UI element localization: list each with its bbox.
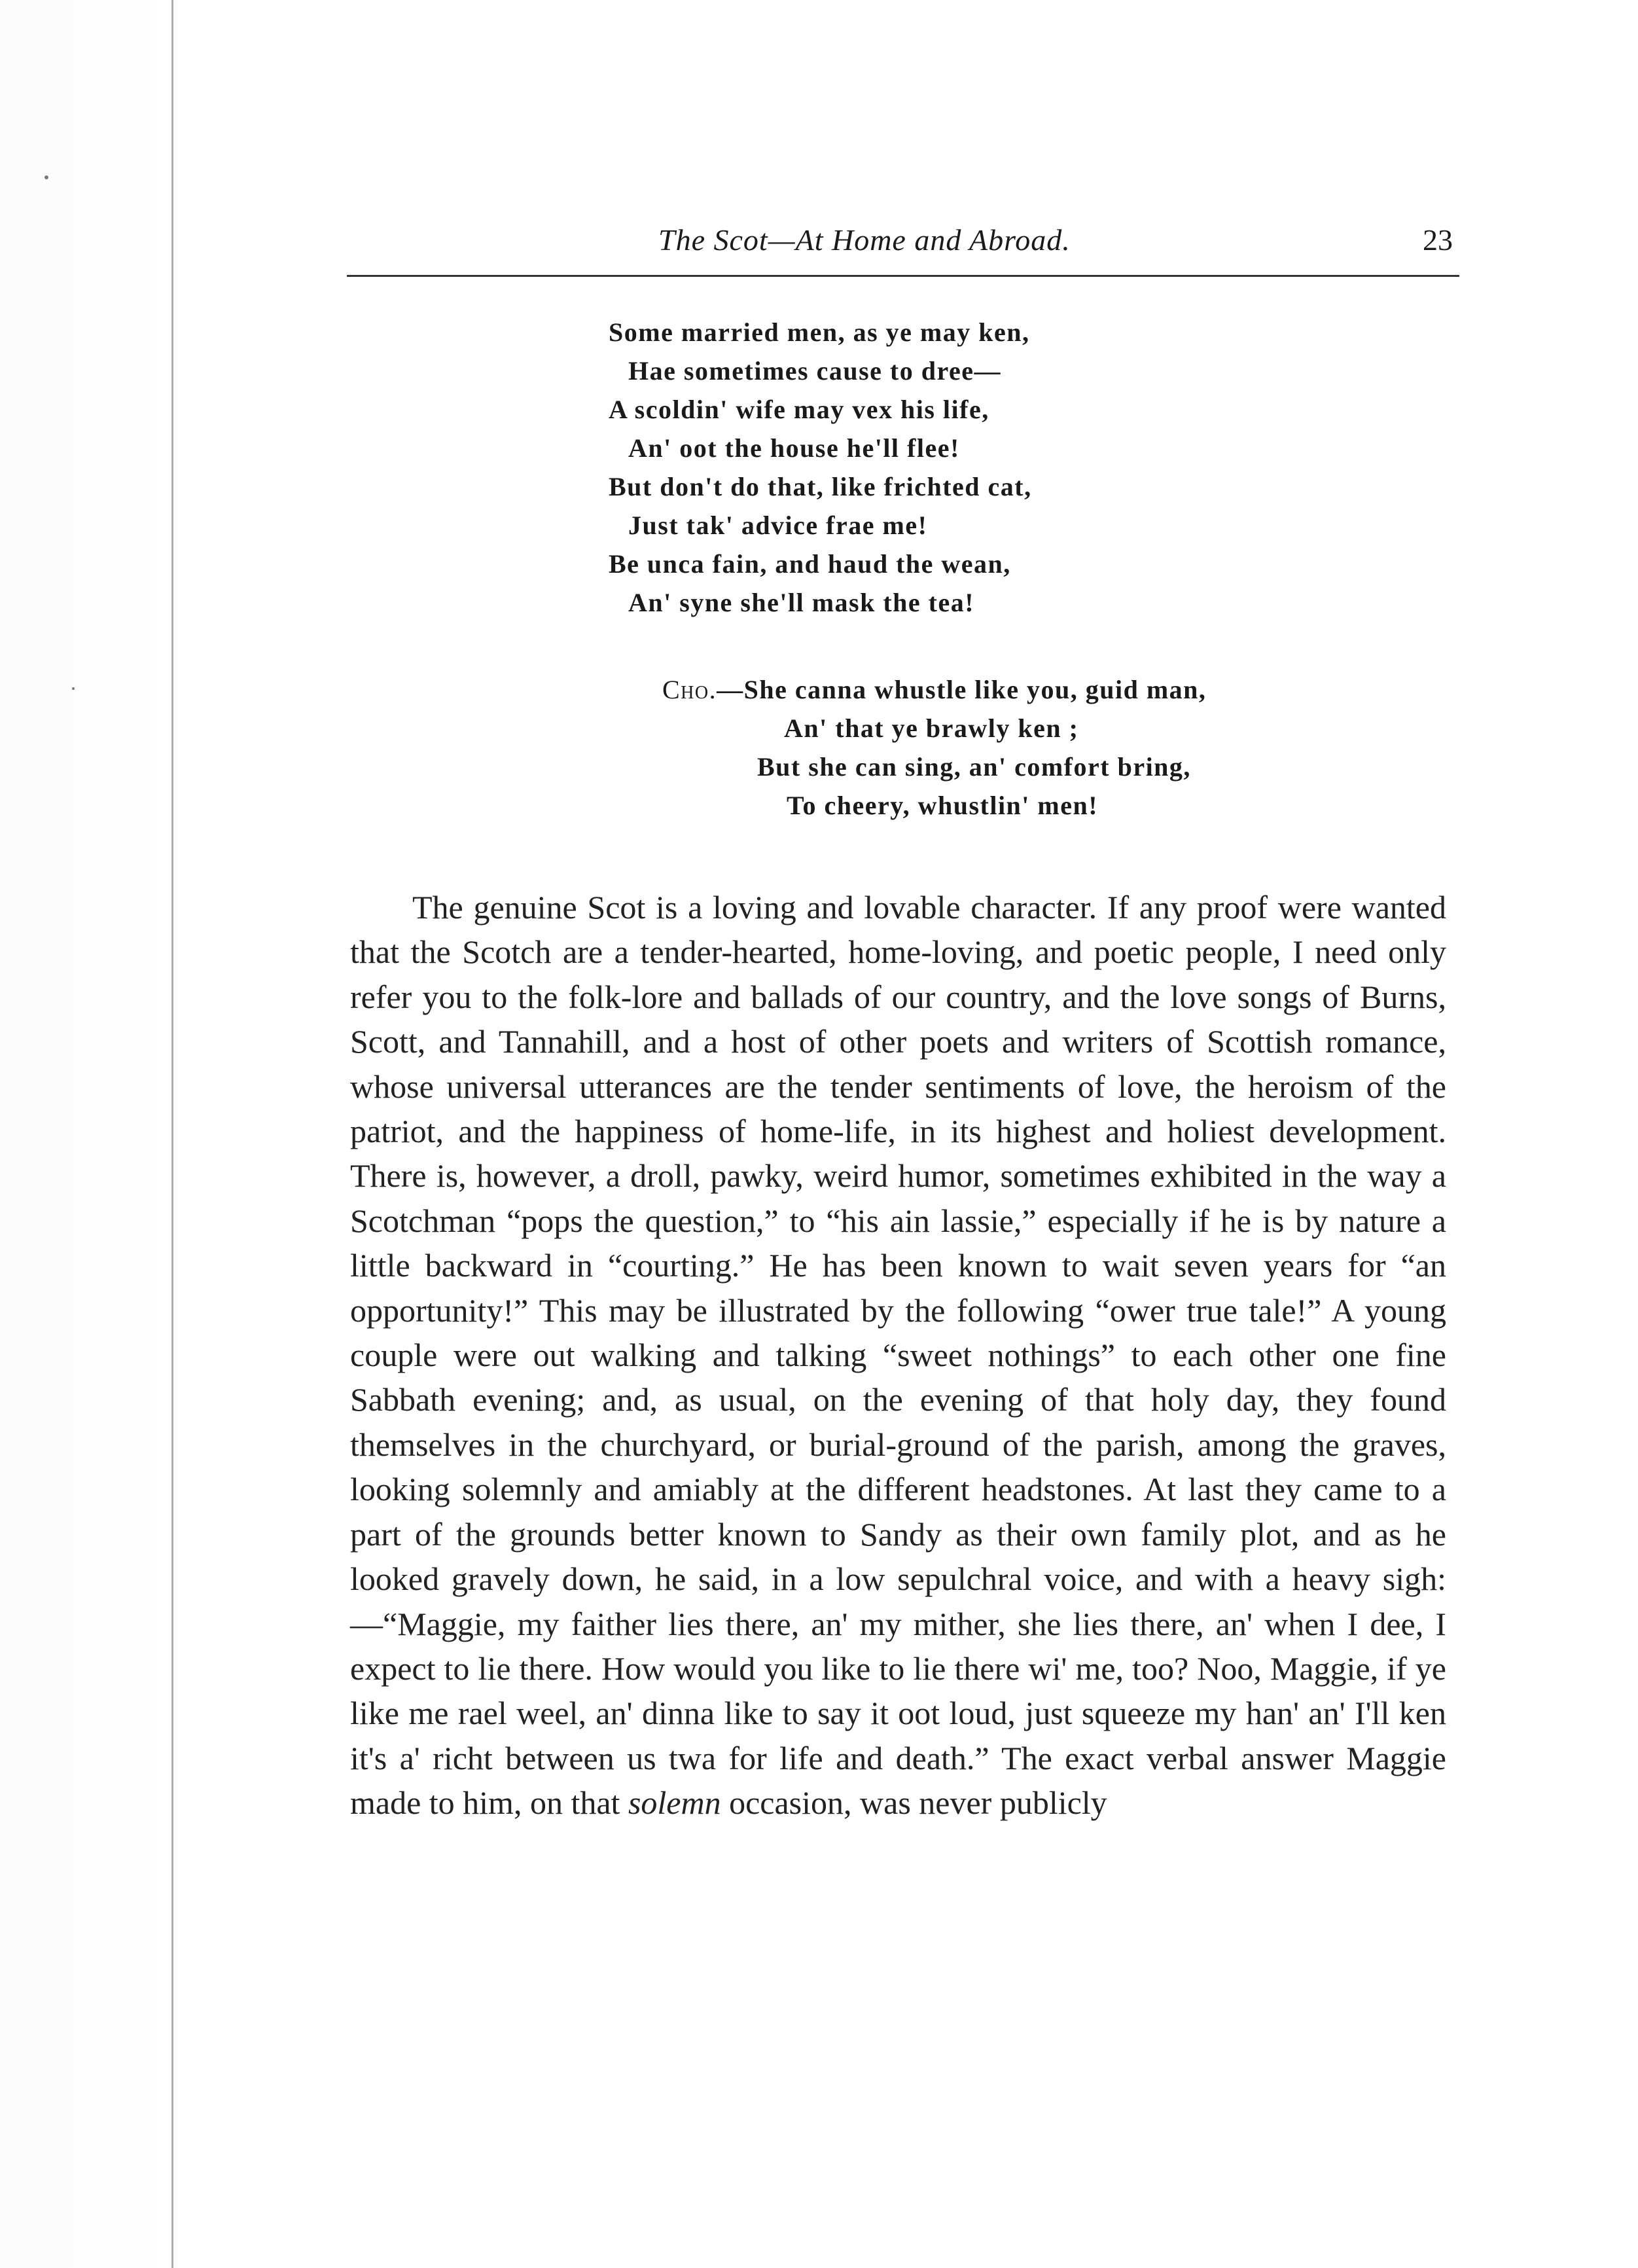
chorus-stanza	[662, 670, 1206, 825]
paper-speck	[45, 175, 48, 179]
chorus-line: An' that ye brawly ken ;	[784, 713, 1079, 743]
verse-line: But don't do that, like frichted cat,	[609, 472, 1032, 501]
header-rule	[347, 275, 1459, 277]
verse-line: Hae sometimes cause to dree—	[628, 356, 1002, 386]
running-head: The Scot—At Home and Abroad.	[658, 223, 1071, 257]
paragraph-text-end: occasion, was never publicly	[729, 1784, 1107, 1822]
italic-word: solemn	[628, 1784, 721, 1822]
paragraph-text: The genuine Scot is a loving and lovable character. If any proof were wanted that the Scotch are a tender-hearted, home-loving, and poetic people, I need only refer you to the folk-lore and ballads of our country, and the love songs of Burns, Scott, and Tannahill, and a host of other poets and writers of Scottish romance, whose universal utterances are the tender sentiments of love, the heroism of the patriot, and the happiness of home-life, in its highest and holiest development. There is, however, a droll, pawky, weird humor, sometimes exhibited in the way a Scotchman “pops the question,” to “his ain lassie,” especially if he is by nature a little backward in “courting.” He has been known to wait seven years for “an opportunity!” This may be illustrated by the following “ower true tale!” A young couple were out walking and talking “sweet nothings” to each other one fine Sabbath evening; and, as usual, on the evening of that holy day, they found themselves in the churchyard, or burial-ground of the parish, among the graves, looking solemnly and amiably at the different headstones. At last they came to a part of the grounds better known to Sandy as their own family plot, and as he looked gravely down, he said, in a low sepulchral voice, and with a heavy sigh:—“Maggie, my faither lies there, an' my mither, she lies there, an' when I dee, I expect to lie there. How would you like to lie there wi' me, too? Noo, Maggie, if ye like me rael weel, an' dinna like to say it oot loud, just squeeze my han' an' I'll ken it's a' richt between us twa for life and death.” The exact verbal answer Maggie made to him, on that	[350, 889, 1446, 1822]
chorus-line: To cheery, whustlin' men!	[787, 791, 1099, 820]
chorus-line-text: —She canna whustle like you, guid man,	[717, 675, 1207, 704]
binding-shadow	[0, 0, 171, 2268]
verse-line: An' oot the house he'll flee!	[628, 433, 960, 463]
verse-line: Some married men, as ye may ken,	[609, 317, 1030, 347]
verse-line: Be unca fain, and haud the wean,	[609, 549, 1011, 579]
binding-edge	[171, 0, 173, 2268]
chorus-line: But she can sing, an' comfort bring,	[757, 752, 1191, 782]
page-header	[347, 223, 1453, 275]
body-paragraph-block	[350, 885, 1446, 1826]
page-number: 23	[1423, 223, 1453, 257]
body-paragraph	[350, 885, 1446, 1826]
verse-line: An' syne she'll mask the tea!	[628, 588, 975, 617]
verse-line: Just tak' advice frae me!	[628, 511, 928, 540]
verse-line: A scoldin' wife may vex his life,	[609, 395, 989, 424]
chorus-line	[662, 670, 1206, 709]
verse-stanza	[609, 313, 1032, 622]
chorus-label: Cho.	[662, 675, 717, 704]
paper-speck	[72, 687, 75, 690]
